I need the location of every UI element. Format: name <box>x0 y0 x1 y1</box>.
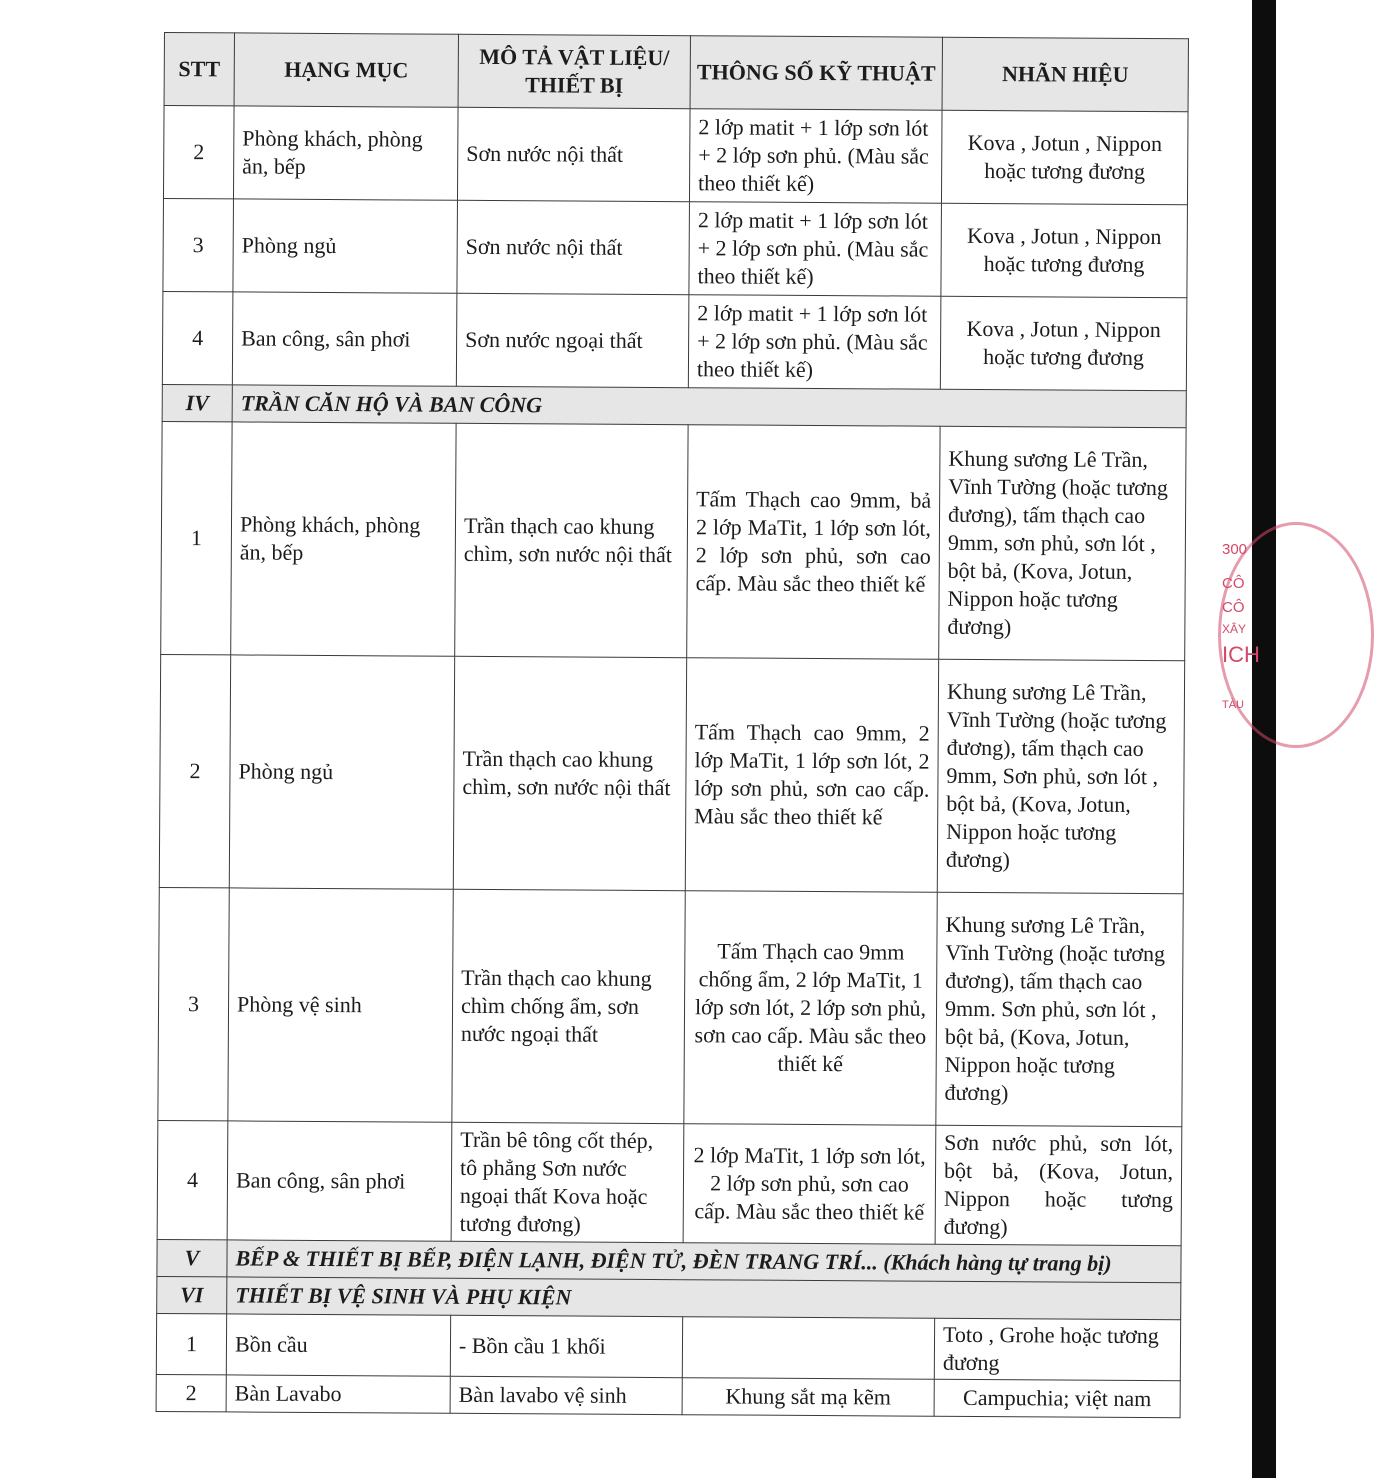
section-row-v <box>157 1239 1181 1282</box>
cell-mo-ta: Trần thạch cao khung chìm, sơn nước nội thất <box>455 423 688 657</box>
cell-nhan-hieu: Toto , Grohe hoặc tương đương <box>934 1318 1180 1381</box>
section-row-vi <box>157 1276 1181 1319</box>
section-title: TRẦN CĂN HỘ VÀ BAN CÔNG <box>232 385 1186 428</box>
cell-nhan-hieu: Sơn nước phủ, sơn lót, bột bả, (Kova, Jotun, Nippon hoặc tương đương) <box>935 1125 1182 1246</box>
table-row <box>157 1120 1182 1245</box>
cell-thong-so: Tấm Thạch cao 9mm, bả 2 lớp MaTit, 1 lớp sơn lót, 2 lớp sơn phủ, sơn cao cấp. Màu sắc theo thiết kế <box>687 425 940 660</box>
cell-nhan-hieu: Khung sương Lê Trần, Vĩnh Tường (hoặc tương đương), tấm thạch cao 9mm, sơn phủ, sơn lót , bột bả, (Kova, Jotun, Nippon hoặc tương đương) <box>939 426 1186 660</box>
table-row <box>158 887 1183 1126</box>
section-number: VI <box>157 1276 227 1313</box>
table-row <box>156 1313 1180 1380</box>
spec-table <box>156 32 1189 1418</box>
cell-nhan-hieu: Khung sương Lê Trần, Vĩnh Tường (hoặc tương đương), tấm thạch cao 9mm. Sơn phủ, sơn lót , bột bả, (Kova, Jotun, Nippon hoặc tương đương) <box>936 892 1183 1126</box>
cell-stt: 1 <box>161 421 232 654</box>
cell-hang-muc: Phòng khách, phòng ăn, bếp <box>231 422 456 656</box>
cell-thong-so: Khung sắt mạ kẽm <box>682 1378 934 1417</box>
stamp-text-1: 300 <box>1222 541 1248 558</box>
stamp-text-3: CÔ <box>1222 599 1245 616</box>
cell-thong-so: Tấm Thạch cao 9mm, 2 lớp MaTit, 1 lớp sơn lót, 2 lớp sơn phủ, sơn cao cấp. Màu sắc theo thiết kế <box>685 658 938 893</box>
header-stt: STT <box>164 33 234 106</box>
cell-thong-so: 2 lớp MaTit, 1 lớp sơn lót, 2 lớp sơn phủ, sơn cao cấp. Màu sắc theo thiết kế <box>683 1124 936 1245</box>
table-row <box>162 291 1187 390</box>
cell-thong-so: 2 lớp matit + 1 lớp sơn lót + 2 lớp sơn phủ. (Màu sắc theo thiết kế) <box>689 202 942 297</box>
cell-thong-so: 2 lớp matit + 1 lớp sơn lót + 2 lớp sơn phủ. (Màu sắc theo thiết kế) <box>689 109 942 204</box>
cell-mo-ta: Trần thạch cao khung chìm, sơn nước nội thất <box>453 656 686 890</box>
header-nhan-hieu: NHÃN HIỆU <box>942 37 1188 112</box>
section-title: BẾP & THIẾT BỊ BẾP, ĐIỆN LẠNH, ĐIỆN TỬ, ĐÈN TRANG TRÍ... (Khách hàng tự trang bị) <box>227 1240 1181 1283</box>
table-row <box>163 106 1188 205</box>
cell-thong-so <box>682 1317 934 1380</box>
cell-hang-muc: Phòng ngủ <box>229 655 454 889</box>
cell-mo-ta: Sơn nước nội thất <box>457 107 690 201</box>
cell-hang-muc: Bồn cầu <box>226 1314 450 1376</box>
section-row-iv <box>162 384 1186 427</box>
stamp-text-2: CÔ <box>1222 575 1245 592</box>
cell-mo-ta: Trần bê tông cốt thép, tô phẳng Sơn nước ngoại thất Kova hoặc tương đương) <box>451 1122 684 1242</box>
cell-hang-muc: Phòng khách, phòng ăn, bếp <box>233 106 458 200</box>
cell-mo-ta: Sơn nước ngoại thất <box>456 293 689 387</box>
stamp-text-6: TÀU <box>1222 699 1244 711</box>
cell-stt: 3 <box>158 887 229 1120</box>
cell-stt: 3 <box>163 198 234 291</box>
section-number: IV <box>162 384 232 421</box>
cell-stt: 2 <box>163 106 234 199</box>
header-hang-muc: HẠNG MỤC <box>234 33 458 107</box>
stamp-text-5: ICH <box>1222 642 1260 667</box>
table-row <box>156 1374 1180 1417</box>
cell-stt: 4 <box>157 1120 228 1239</box>
cell-hang-muc: Bàn Lavabo <box>226 1375 450 1413</box>
cell-stt: 1 <box>156 1313 226 1374</box>
header-mo-ta: MÔ TẢ VẬT LIỆU/ THIẾT BỊ <box>458 34 690 108</box>
table-row <box>161 421 1186 660</box>
header-thong-so: THÔNG SỐ KỸ THUẬT <box>690 36 942 111</box>
section-number: V <box>157 1239 227 1276</box>
cell-nhan-hieu: Campuchia; việt nam <box>934 1379 1180 1418</box>
cell-stt: 4 <box>162 291 233 384</box>
cell-mo-ta: Bàn lavabo vệ sinh <box>450 1376 682 1414</box>
cell-hang-muc: Phòng vệ sinh <box>228 888 453 1122</box>
cell-nhan-hieu: Khung sương Lê Trần, Vĩnh Tường (hoặc tương đương), tấm thạch cao 9mm, Sơn phủ, sơn lót , bột bả, (Kova, Jotun, Nippon hoặc tương đương) <box>937 659 1184 893</box>
stamp-text-4: XÂY <box>1222 622 1247 636</box>
cell-hang-muc: Ban công, sân phơi <box>232 292 457 386</box>
cell-stt: 2 <box>156 1374 226 1411</box>
cell-nhan-hieu: Kova , Jotun , Nippon hoặc tương đương <box>941 203 1188 298</box>
cell-stt: 2 <box>159 654 230 887</box>
section-title: THIẾT BỊ VỆ SINH VÀ PHỤ KIỆN <box>227 1277 1181 1320</box>
cell-mo-ta: - Bồn cầu 1 khối <box>450 1315 682 1377</box>
cell-thong-so: Tấm Thạch cao 9mm chống ẩm, 2 lớp MaTit, 1 lớp sơn lót, 2 lớp sơn phủ, sơn cao cấp. Màu sắc theo thiết kế <box>684 891 937 1126</box>
cell-thong-so: 2 lớp matit + 1 lớp sơn lót + 2 lớp sơn phủ. (Màu sắc theo thiết kế) <box>688 295 941 390</box>
cell-hang-muc: Phòng ngủ <box>233 199 458 293</box>
header-row <box>164 33 1188 112</box>
table-row <box>159 654 1184 893</box>
table-row <box>163 198 1188 297</box>
cell-hang-muc: Ban công, sân phơi <box>227 1121 452 1241</box>
cell-mo-ta: Trần thạch cao khung chìm chống ẩm, sơn nước ngoại thất <box>452 889 685 1123</box>
cell-nhan-hieu: Kova , Jotun , Nippon hoặc tương đương <box>941 110 1188 205</box>
cell-mo-ta: Sơn nước nội thất <box>457 200 690 294</box>
cell-nhan-hieu: Kova , Jotun , Nippon hoặc tương đương <box>940 296 1187 391</box>
company-stamp <box>1216 520 1260 750</box>
